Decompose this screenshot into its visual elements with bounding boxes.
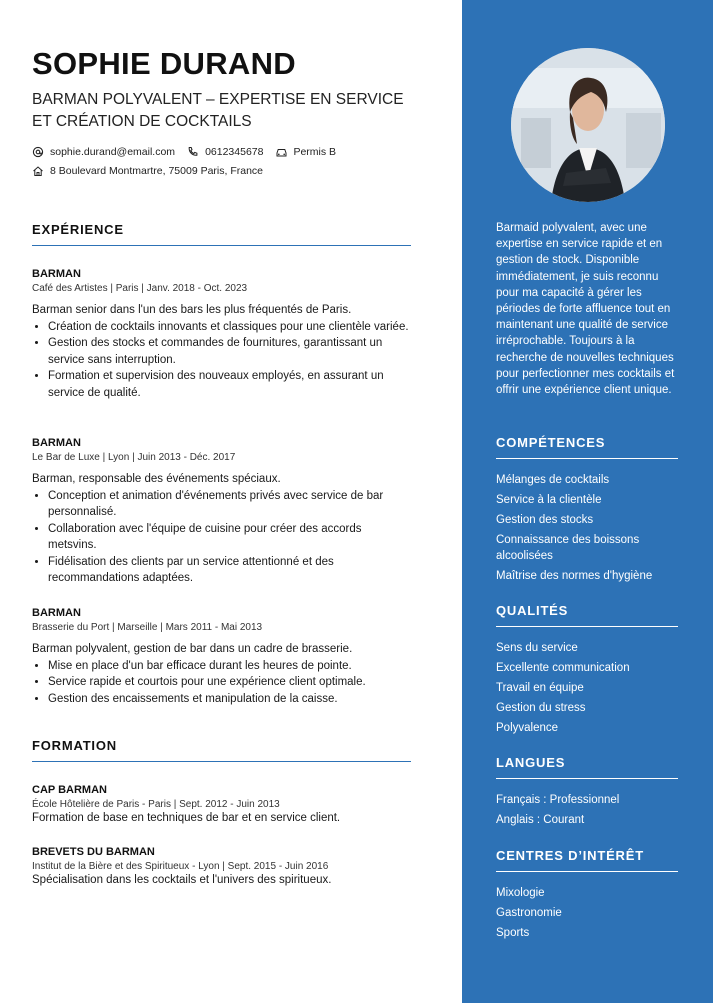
education-title: CAP BARMAN (32, 784, 107, 796)
home-icon (32, 165, 44, 177)
quality-item: Travail en équipe (496, 682, 584, 694)
skill-item: Mélanges de cocktails (496, 474, 610, 486)
profile-photo (511, 48, 665, 202)
contact-line-1 (32, 146, 336, 158)
interests-list (496, 885, 686, 945)
job-bullet: • Collaboration avec l'équipe de cuisine pour créer des accords metsvins. (48, 521, 412, 554)
job-meta: Brasserie du Port | Marseille | Mars 2011 - Mai 2013 (32, 622, 263, 633)
candidate-name: SOPHIE DURAND (32, 46, 296, 81)
skills-list (496, 472, 686, 588)
education-title: BREVETS DU BARMAN (32, 846, 155, 858)
quality-item: Sens du service (496, 642, 578, 654)
job-meta: Le Bar de Luxe | Lyon | Juin 2013 - Déc. 2017 (32, 452, 236, 463)
job-bullet: • Mise en place d'un bar efficace durant les heures de pointe. (48, 658, 412, 675)
education-description: Spécialisation dans les cocktails et l'univers des spiritueux. (32, 874, 332, 886)
interest-item: Mixologie (496, 887, 545, 899)
languages-list (496, 792, 686, 832)
job-bullet: • Service rapide et courtois pour une expérience client optimale. (48, 674, 412, 691)
phone-text[interactable]: 0612345678 (205, 146, 264, 158)
education-item-1 (32, 784, 422, 824)
interests-heading: CENTRES D’INTÉRÊT (496, 848, 678, 872)
qualities-heading: QUALITÉS (496, 603, 678, 627)
job-title: BARMAN (32, 268, 81, 280)
language-item: Anglais : Courant (496, 814, 585, 826)
sidebar (462, 0, 713, 1003)
education-description: Formation de base en techniques de bar et en service client. (32, 812, 341, 824)
email-text[interactable]: sophie.durand@email.com (50, 146, 176, 158)
skill-item: Gestion des stocks (496, 514, 594, 526)
job-description: Barman polyvalent, gestion de bar dans un cadre de brasserie. (32, 643, 353, 655)
education-meta: École Hôtelière de Paris - Paris | Sept. 2012 - Juin 2013 (32, 799, 280, 810)
quality-item: Excellente communication (496, 662, 630, 674)
at-icon (32, 146, 44, 158)
experience-item-3 (32, 607, 412, 707)
interest-item: Sports (496, 927, 530, 939)
job-title: BARMAN (32, 607, 81, 619)
education-item-2 (32, 846, 422, 886)
languages-heading: LANGUES (496, 755, 678, 779)
job-bullets (32, 488, 412, 587)
license-text: Permis B (293, 146, 337, 158)
contact-line-2 (32, 165, 263, 177)
job-title: BARMAN POLYVALENT – EXPERTISE EN SERVICE ET CRÉATION DE COCKTAILS (32, 91, 404, 130)
address-text: 8 Boulevard Montmartre, 75009 Paris, France (50, 165, 264, 177)
job-description: Barman senior dans l'un des bars les plus fréquentés de Paris. (32, 304, 352, 316)
job-bullet: • Formation et supervision des nouveaux employés, en assurant un service de qualité. (48, 368, 412, 401)
quality-item: Gestion du stress (496, 702, 586, 714)
skill-item: Service à la clientèle (496, 494, 602, 506)
job-title: BARMAN (32, 437, 81, 449)
job-meta: Café des Artistes | Paris | Janv. 2018 - Oct. 2023 (32, 283, 248, 294)
car-icon (275, 146, 287, 158)
job-bullet: • Gestion des stocks et commandes de fournitures, garantissant un service sans interruption. (48, 335, 412, 368)
job-bullets (32, 319, 412, 402)
skills-heading: COMPÉTENCES (496, 435, 678, 459)
skill-item: Maîtrise des normes d'hygiène (496, 570, 653, 582)
quality-item: Polyvalence (496, 722, 559, 734)
experience-item-2 (32, 437, 412, 587)
job-bullets (32, 658, 412, 708)
experience-item-1 (32, 268, 412, 401)
profile-summary: Barmaid polyvalent, avec une expertise en service rapide et en gestion de stock. Disponible immédiatement, je suis reconnu pour ma capacité à gérer les périodes de forte affluence tout en maintenant une qualité de service irréprochable. Toujours à la recherche de nouvelles techniques pour perfectionner mes cocktails et offrir une expérience client unique. (496, 222, 675, 397)
language-item: Français : Professionnel (496, 794, 620, 806)
phone-icon (187, 146, 199, 158)
job-bullet: • Conception et animation d'événements privés avec service de bar personnalisé. (48, 488, 412, 521)
job-description: Barman, responsable des événements spéciaux. (32, 473, 281, 485)
job-bullet: • Gestion des encaissements et manipulation de la caisse. (48, 691, 412, 708)
qualities-list (496, 640, 686, 740)
education-meta: Institut de la Bière et des Spiritueux - Lyon | Sept. 2015 - Juin 2016 (32, 861, 329, 872)
skill-item: Connaissance des boissons alcoolisées (496, 534, 640, 562)
job-bullet: • Création de cocktails innovants et classiques pour une clientèle variée. (48, 319, 412, 336)
interest-item: Gastronomie (496, 907, 562, 919)
experience-heading: EXPÉRIENCE (32, 222, 411, 246)
job-bullet: • Fidélisation des clients par un service attentionné et des recommandations adaptées. (48, 554, 412, 587)
education-heading: FORMATION (32, 738, 411, 762)
